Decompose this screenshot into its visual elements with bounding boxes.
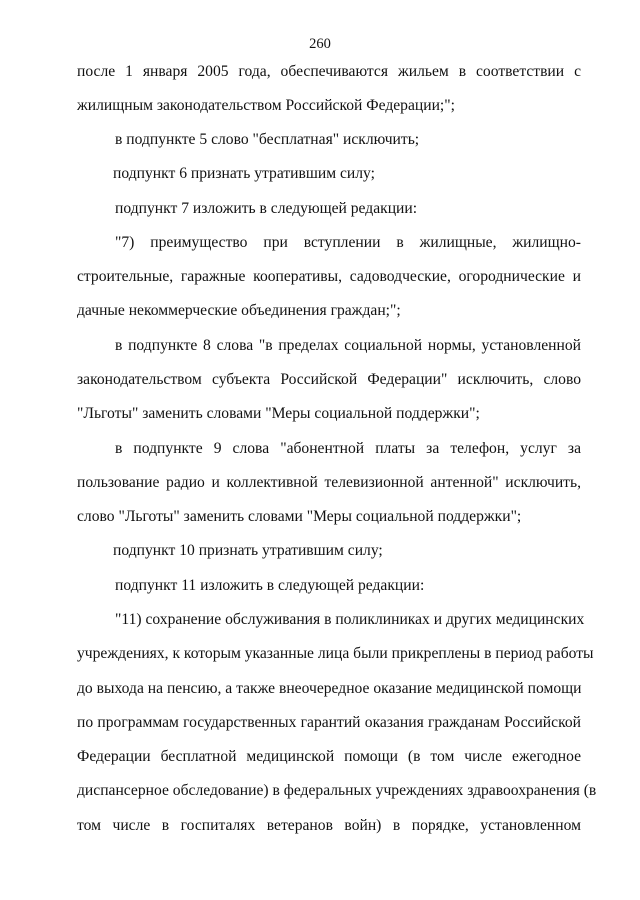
text-line: подпункт 11 изложить в следующей редакции: [115, 577, 425, 594]
text-line: подпункт 6 признать утратившим силу; [113, 165, 375, 182]
text-line: "11) сохранение обслуживания в поликлиниках и других медицинских [115, 611, 585, 628]
text-line: том числе в госпиталях ветеранов войн) в порядке, установленном [77, 817, 581, 834]
text-line: в подпункте 9 слова "абонентной платы за телефон, услуг за [115, 440, 581, 457]
text-line: Федерации бесплатной медицинской помощи (в том числе ежегодное [77, 748, 581, 765]
text-line: строительные, гаражные кооперативы, садоводческие, огороднические и [77, 268, 581, 285]
text-line: "Льготы" заменить словами "Меры социальной поддержки"; [77, 405, 480, 422]
text-line: законодательством субъекта Российской Федерации" исключить, слово [77, 371, 581, 388]
text-line: до выхода на пенсию, а также внеочередное оказание медицинской помощи [77, 680, 582, 697]
text-line: слово "Льготы" заменить словами "Меры социальной поддержки"; [77, 508, 522, 525]
text-line: пользование радио и коллективной телевизионной антенной" исключить, [77, 474, 581, 491]
text-line: подпункт 10 признать утратившим силу; [113, 542, 383, 559]
text-line: учреждениях, к которым указанные лица были прикреплены в период работы [77, 645, 594, 662]
text-line: после 1 января 2005 года, обеспечиваются жильем в соответствии с [77, 63, 581, 80]
text-line: в подпункте 5 слово "бесплатная" исключить; [115, 131, 420, 148]
page-number: 260 [309, 36, 331, 52]
text-line: дачные некоммерческие объединения граждан;"; [77, 302, 401, 319]
text-line: подпункт 7 изложить в следующей редакции: [115, 200, 418, 217]
text-line: жилищным законодательством Российской Федерации;"; [77, 97, 455, 114]
text-line: в подпункте 8 слова "в пределах социальной нормы, установленной [115, 337, 581, 354]
text-line: диспансерное обследование) в федеральных учреждениях здравоохранения (в [77, 782, 597, 799]
text-line: "7) преимущество при вступлении в жилищные, жилищно- [115, 234, 581, 251]
text-line: по программам государственных гарантий оказания гражданам Российской [77, 714, 581, 731]
